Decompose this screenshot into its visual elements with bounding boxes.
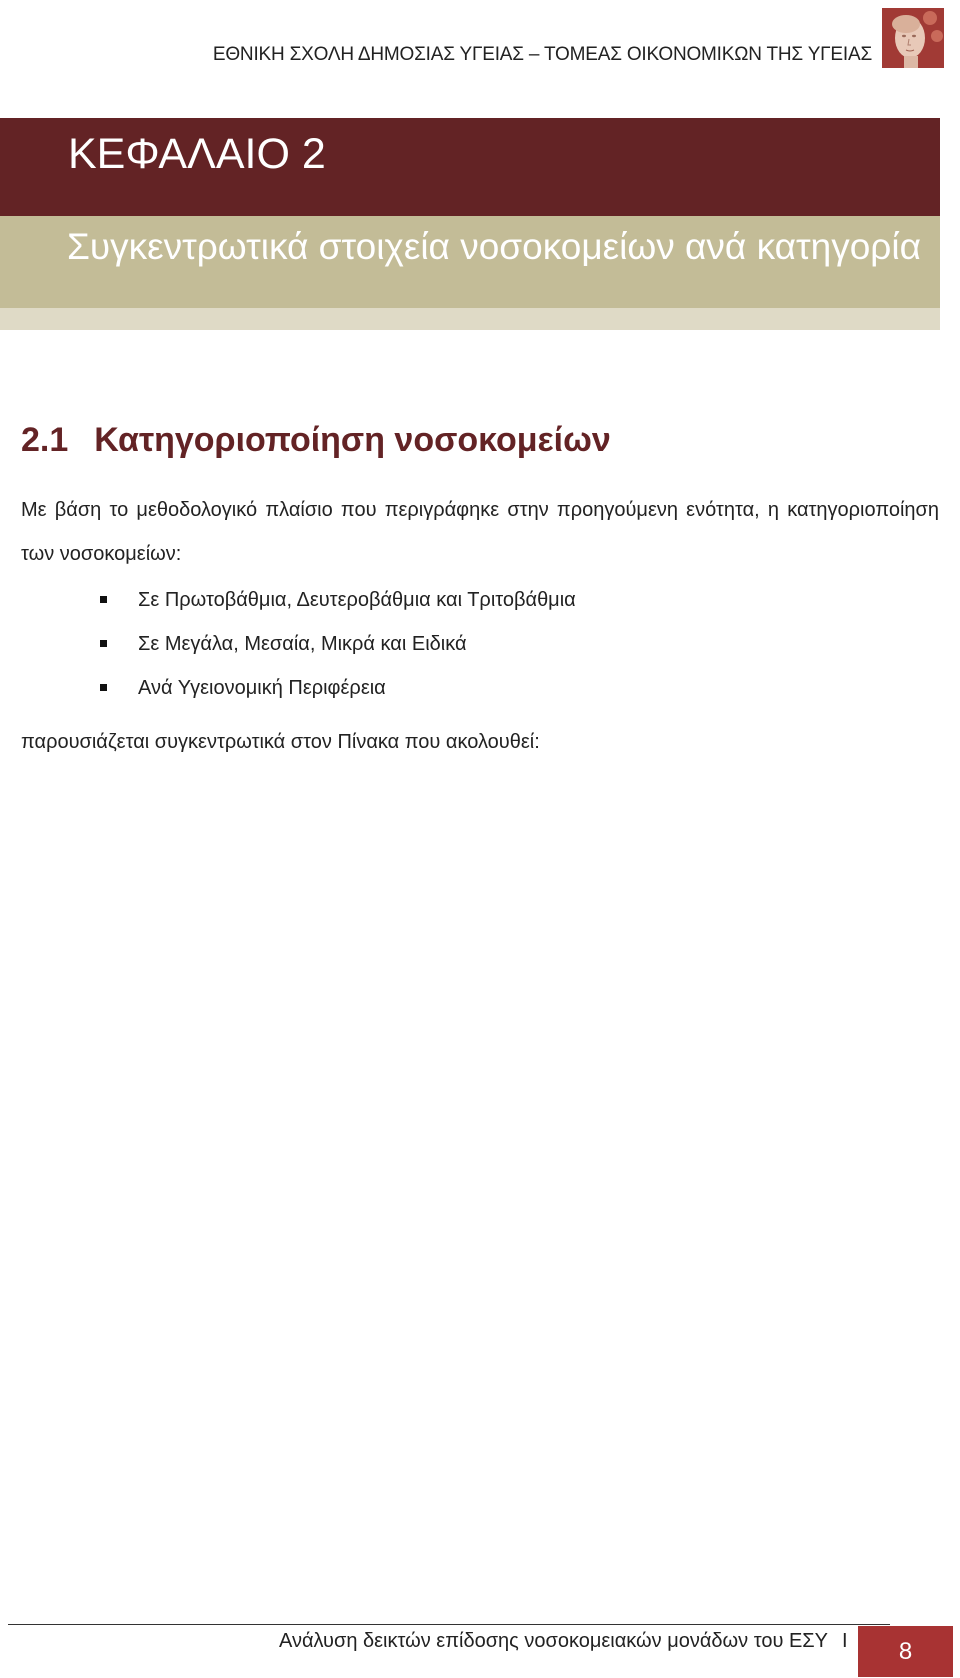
bullet-square-icon [100, 684, 107, 691]
section-heading [21, 421, 611, 460]
list-item-text: Σε Πρωτοβάθμια, Δευτεροβάθμια και Τριτοβάθμια [138, 589, 576, 611]
list-item [96, 578, 576, 622]
list-item [96, 666, 576, 710]
list-item-text: Σε Μεγάλα, Μεσαία, Μικρά και Ειδικά [138, 633, 467, 655]
category-list [96, 578, 576, 710]
list-item-text: Ανά Υγειονομική Περιφέρεια [138, 677, 386, 699]
section-number: 2.1 [21, 421, 69, 459]
intro-paragraph: Με βάση το μεθοδολογικό πλαίσιο που περιγράφηκε στην προηγούμενη ενότητα, η κατηγοριοποίηση των νοσοκομείων: [21, 499, 939, 565]
closing-paragraph: παρουσιάζεται συγκεντρωτικά στον Πίνακα που ακολουθεί: [21, 731, 540, 753]
subtitle-strip [0, 308, 940, 330]
footer-divider [8, 1624, 890, 1625]
chapter-title: ΚΕΦΑΛΑΙΟ 2 [68, 130, 326, 178]
bullet-square-icon [100, 640, 107, 647]
footer-separator: I [842, 1630, 848, 1652]
section-title: Κατηγοριοποίηση νοσοκομείων [94, 421, 611, 459]
header-institution: ΕΘΝΙΚΗ ΣΧΟΛΗ ΔΗΜΟΣΙΑΣ ΥΓΕΙΑΣ – ΤΟΜΕΑΣ ΟΙΚΟΝΟΜΙΚΩΝ ΤΗΣ ΥΓΕΙΑΣ [212, 44, 872, 65]
bullet-square-icon [100, 596, 107, 603]
statue-head-logo-icon [882, 8, 944, 68]
footer-title: Ανάλυση δεικτών επίδοσης νοσοκομειακών μονάδων του ΕΣΥ [278, 1630, 828, 1652]
page-number: 8 [858, 1626, 953, 1677]
list-item [96, 622, 576, 666]
chapter-subtitle: Συγκεντρωτικά στοιχεία νοσοκομείων ανά κατηγορία [67, 226, 921, 267]
